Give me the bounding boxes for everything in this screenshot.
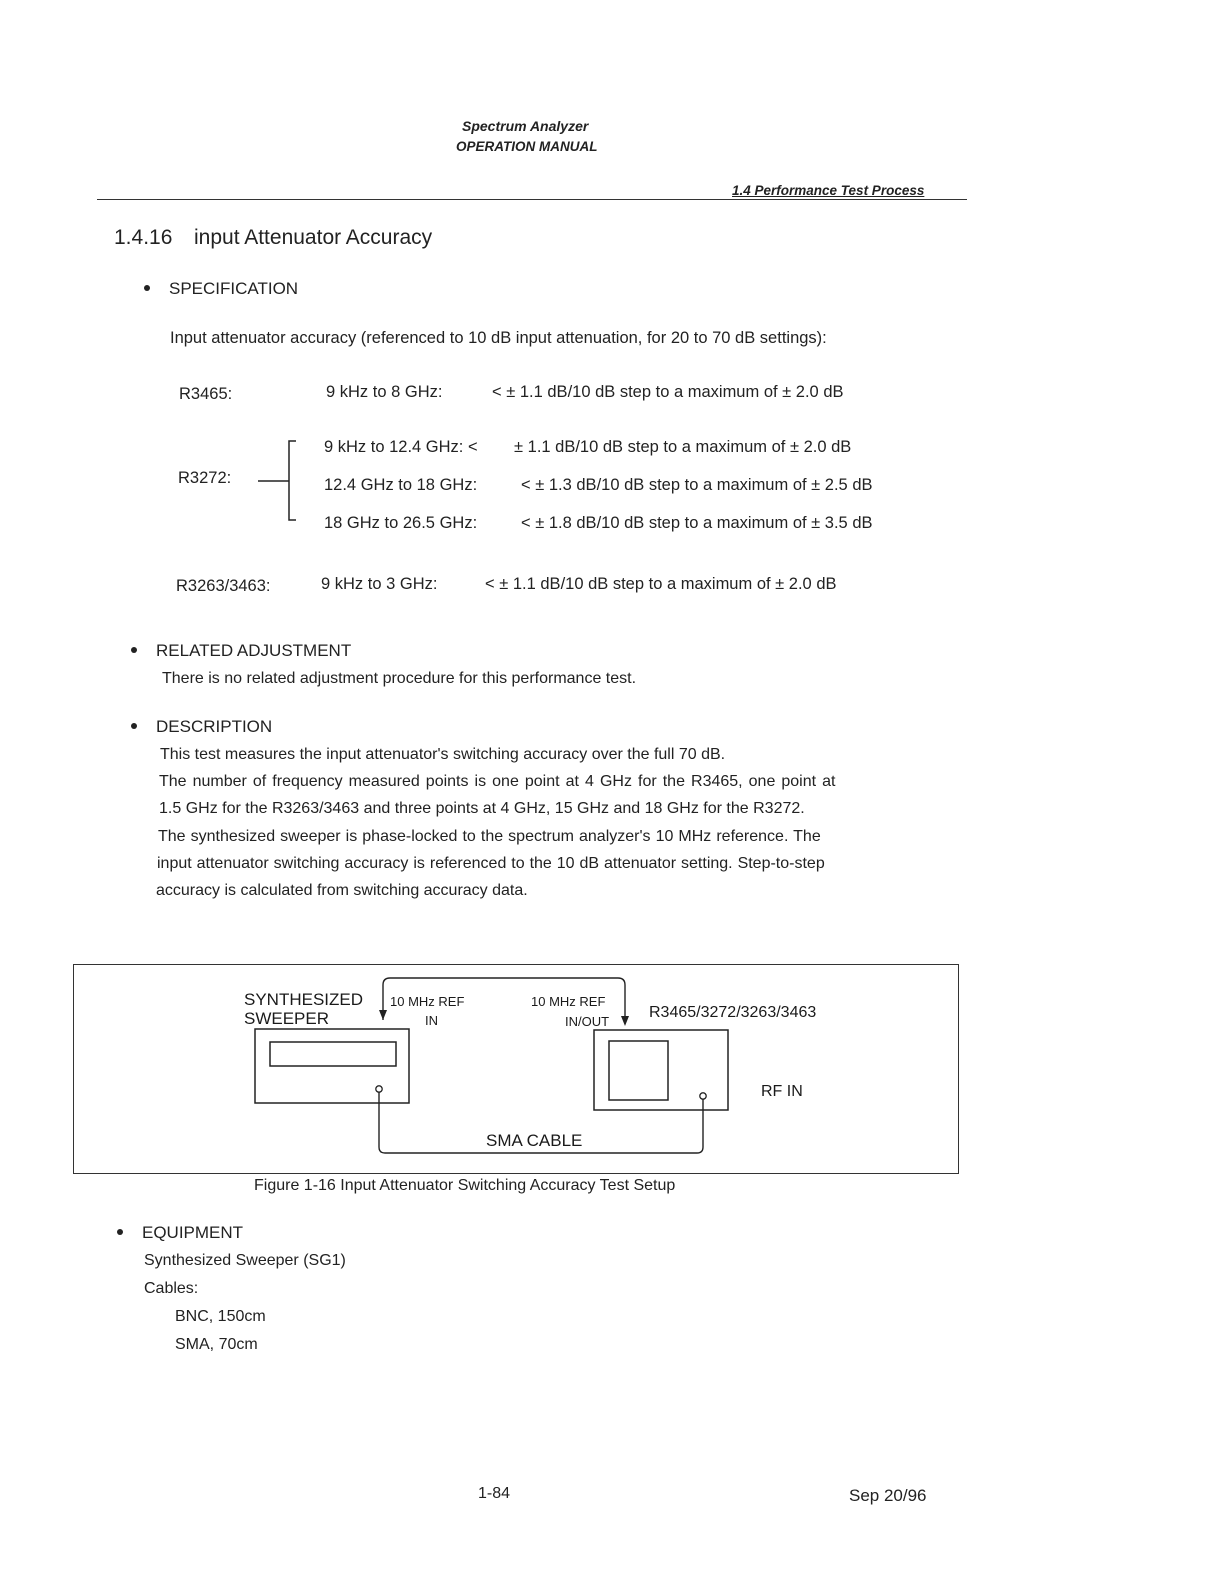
sma-cable-label: SMA CABLE: [486, 1131, 583, 1150]
ref-out-label-line-2: IN/OUT: [565, 1014, 610, 1029]
section-title: input Attenuator Accuracy: [194, 226, 433, 249]
header-title: Spectrum Analyzer: [462, 118, 589, 134]
spec-r3465-model: R3465:: [179, 385, 233, 403]
sweeper-label-line-1: SYNTHESIZED: [244, 990, 364, 1009]
ref-out-label-line-1: 10 MHz REF: [531, 994, 606, 1009]
spec-r3272-range-3: 18 GHz to 26.5 GHz:: [324, 514, 478, 532]
spec-r3465-value: < ± 1.1 dB/10 dB step to a maximum of ± 2.0 dB: [492, 383, 844, 401]
spec-r3272-model: R3272:: [178, 469, 232, 487]
spec-r3263-range: 9 kHz to 3 GHz:: [321, 575, 438, 593]
equipment-heading: EQUIPMENT: [117, 1223, 243, 1243]
spec-r3272-range-1: 9 kHz to 12.4 GHz: <: [324, 438, 478, 456]
header-subtitle: OPERATION MANUAL: [456, 139, 598, 154]
sweeper-label-line-2: SWEEPER: [244, 1009, 330, 1028]
rf-in-label: RF IN: [761, 1083, 803, 1100]
spec-r3263-value: < ± 1.1 dB/10 dB step to a maximum of ± 2.0 dB: [485, 575, 837, 593]
specification-intro: Input attenuator accuracy (referenced to 10 dB input attenuation, for 20 to 70 dB settings):: [170, 329, 827, 347]
sweeper-display: [270, 1042, 396, 1066]
analyzer-box: [594, 1030, 728, 1110]
page-number: 1-84: [478, 1485, 511, 1502]
spec-r3272-value-3: < ± 1.8 dB/10 dB step to a maximum of ± 3.5 dB: [521, 514, 873, 532]
sweeper-rf-port-icon: [376, 1086, 382, 1092]
spec-r3272-value-2: < ± 1.3 dB/10 dB step to a maximum of ± 2.5 dB: [521, 476, 873, 494]
equipment-cable-bnc: BNC, 150cm: [175, 1308, 266, 1325]
description-line-3: 1.5 GHz for the R3263/3463 and three points at 4 GHz, 15 GHz and 18 GHz for the R3272.: [159, 800, 805, 817]
footer-date: Sep 20/96: [849, 1486, 927, 1505]
specification-heading: SPECIFICATION: [144, 279, 298, 299]
spec-r3272-range-2: 12.4 GHz to 18 GHz:: [324, 476, 478, 494]
description-line-2: The number of frequency measured points is one point at 4 GHz for the R3465, one point at: [159, 773, 836, 790]
figure-caption: Figure 1-16 Input Attenuator Switching Accuracy Test Setup: [254, 1177, 676, 1194]
equipment-cables-label: Cables:: [144, 1280, 199, 1297]
bullet-icon: [117, 1229, 123, 1235]
analyzer-label: R3465/3272/3263/3463: [649, 1004, 817, 1021]
related-text: There is no related adjustment procedure for this performance test.: [162, 670, 637, 687]
r3272-bracket: [258, 441, 296, 520]
ref-in-arrow-icon: [379, 1010, 387, 1020]
section-number: 1.4.16: [114, 226, 173, 249]
description-heading: DESCRIPTION: [131, 717, 272, 737]
description-line-5: input attenuator switching accuracy is referenced to the 10 dB attenuator setting. Step-to-step: [157, 855, 825, 872]
ref-in-label-line-1: 10 MHz REF: [390, 994, 465, 1009]
description-line-1: This test measures the input attenuator's switching accuracy over the full 70 dB.: [160, 746, 726, 763]
header-section-ref: 1.4 Performance Test Process: [732, 183, 925, 198]
description-line-4: The synthesized sweeper is phase-locked to the spectrum analyzer's 10 MHz reference. The: [158, 828, 821, 845]
description-line-6: accuracy is calculated from switching accuracy data.: [156, 882, 528, 899]
ref-in-label-line-2: IN: [425, 1013, 438, 1028]
equipment-cable-sma: SMA, 70cm: [175, 1336, 258, 1353]
equipment-sweeper: Synthesized Sweeper (SG1): [144, 1252, 346, 1269]
analyzer-screen: [609, 1041, 668, 1100]
spec-r3263-model: R3263/3463:: [176, 577, 271, 595]
related-heading: RELATED ADJUSTMENT: [131, 641, 351, 661]
spec-r3272-value-1: ± 1.1 dB/10 dB step to a maximum of ± 2.0 dB: [514, 438, 852, 456]
analyzer-rf-port-icon: [700, 1093, 706, 1099]
spec-r3465-range: 9 kHz to 8 GHz:: [326, 383, 443, 401]
ref-out-arrow-icon: [621, 1016, 629, 1026]
